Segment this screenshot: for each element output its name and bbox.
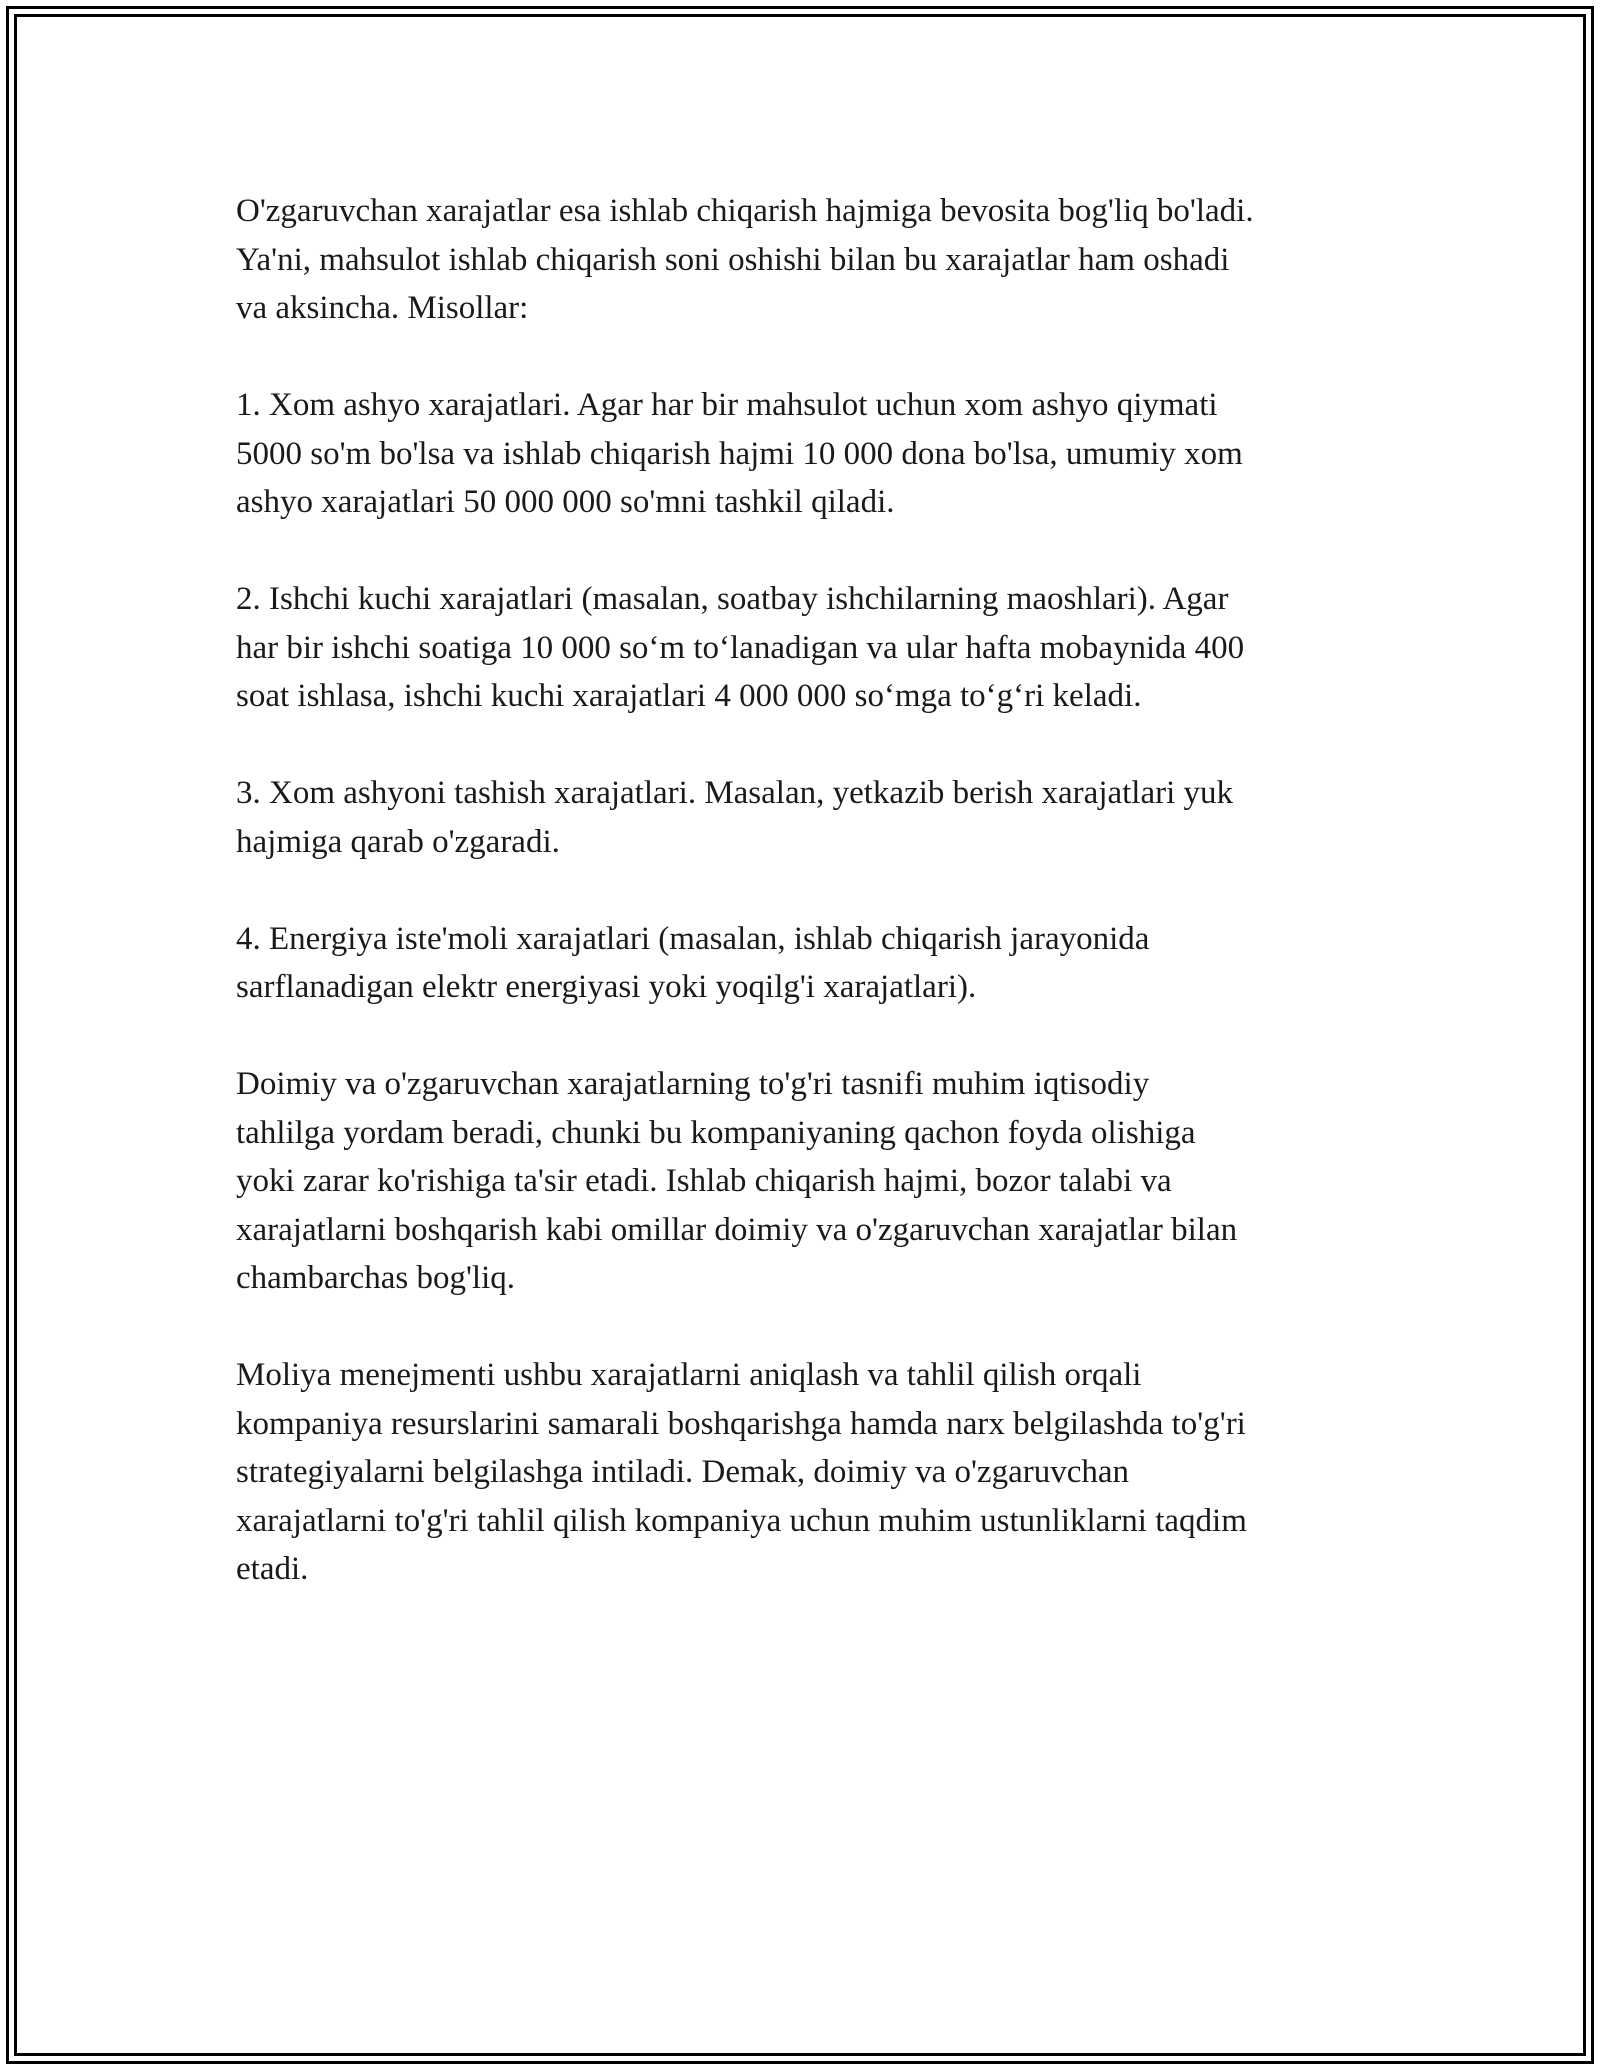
text-line: Moliya menejmenti ushbu xarajatlarni aniqlash va tahlil qilish orqali <box>236 1357 1142 1393</box>
text-line: 2. Ishchi kuchi xarajatlari (masalan, soatbay ishchilarning maoshlari). Agar <box>236 581 1229 617</box>
document-body <box>236 187 1366 1642</box>
paragraph-classification <box>236 1060 1366 1303</box>
text-line: yoki zarar ko'rishiga ta'sir etadi. Ishlab chiqarish hajmi, bozor talabi va <box>236 1163 1172 1199</box>
text-line: va aksincha. Misollar: <box>236 290 529 326</box>
text-line: strategiyalarni belgilashga intiladi. Demak, doimiy va o'zgaruvchan <box>236 1454 1129 1490</box>
text-line: etadi. <box>236 1551 309 1587</box>
text-line: tahlilga yordam beradi, chunki bu kompaniyaning qachon foyda olishiga <box>236 1114 1196 1151</box>
text-line: sarflanadigan elektr energiyasi yoki yoqilg'i xarajatlari). <box>236 969 977 1005</box>
text-line: ashyo xarajatlari 50 000 000 so'mni tashkil qiladi. <box>236 484 895 520</box>
text-line: Ya'ni, mahsulot ishlab chiqarish soni oshishi bilan bu xarajatlar ham oshadi <box>236 241 1230 278</box>
text-line: 1. Xom ashyo xarajatlari. Agar har bir mahsulot uchun xom ashyo qiymati <box>236 387 1218 423</box>
text-line: 4. Energiya iste'moli xarajatlari (masalan, ishlab chiqarish jarayonida <box>236 920 1150 957</box>
text-line: soat ishlasa, ishchi kuchi xarajatlari 4 000 000 so‘mga to‘g‘ri keladi. <box>236 678 1142 714</box>
paragraph-conclusion <box>236 1351 1366 1594</box>
text-line: xarajatlarni boshqarish kabi omillar doimiy va o'zgaruvchan xarajatlar bilan <box>236 1211 1238 1248</box>
paragraph-item-4 <box>236 915 1366 1012</box>
text-line: hajmiga qarab o'zgaradi. <box>236 823 560 860</box>
text-line: 5000 so'm bo'lsa va ishlab chiqarish hajmi 10 000 dona bo'lsa, umumiy xom <box>236 435 1243 472</box>
paragraph-intro <box>236 187 1366 333</box>
text-line: 3. Xom ashyoni tashish xarajatlari. Masalan, yetkazib berish xarajatlari yuk <box>236 775 1234 811</box>
paragraph-item-2 <box>236 575 1366 721</box>
text-line: Doimiy va o'zgaruvchan xarajatlarning to'g'ri tasnifi muhim iqtisodiy <box>236 1066 1150 1102</box>
text-line: O'zgaruvchan xarajatlar esa ishlab chiqarish hajmiga bevosita bog'liq bo'ladi. <box>236 193 1254 229</box>
text-line: har bir ishchi soatiga 10 000 so‘m to‘lanadigan va ular hafta mobaynida 400 <box>236 629 1245 666</box>
paragraph-item-3 <box>236 769 1366 866</box>
text-line: kompaniya resurslarini samarali boshqarishga hamda narx belgilashda to'g'ri <box>236 1405 1246 1442</box>
text-line: chambarchas bog'liq. <box>236 1260 516 1296</box>
text-line: xarajatlarni to'g'ri tahlil qilish kompaniya uchun muhim ustunliklarni taqdim <box>236 1502 1247 1539</box>
paragraph-item-1 <box>236 381 1366 527</box>
